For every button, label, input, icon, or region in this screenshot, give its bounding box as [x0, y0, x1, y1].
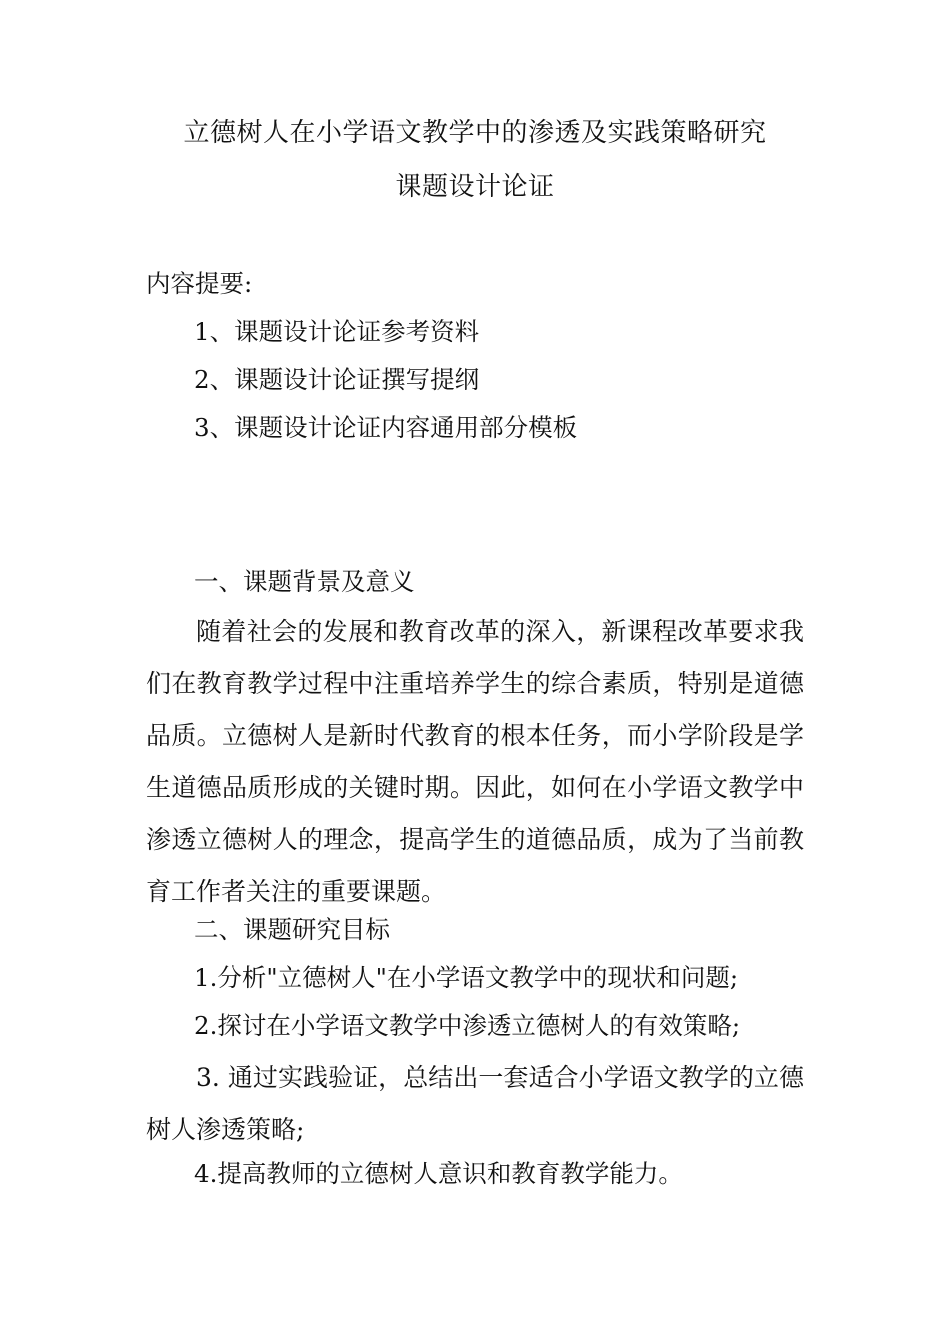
summary-item-3: 3、课题设计论证内容通用部分模板: [194, 413, 578, 442]
goal-item-2: 2.探讨在小学语文教学中渗透立德树人的有效策略;: [194, 1011, 741, 1040]
document-subtitle: 课题设计论证: [395, 172, 555, 202]
goal-item-3: 3. 通过实践验证，总结出一套适合小学语文教学的立德树人渗透策略;: [146, 1063, 804, 1144]
section1-body: 随着社会的发展和教育改革的深入，新课程改革要求我们在教育教学过程中注重培养学生的综合素质，特别是道德品质。立德树人是新时代教育的根本任务，而小学阶段是学生道德品质形成的关键时期。因此，如何在小学语文教学中渗透立德树人的理念，提高学生的道德品质，成为了当前教育工作者关注的重要课题。: [146, 617, 804, 906]
section1-heading: 一、课题背景及意义: [194, 567, 415, 596]
summary-item-2: 2、课题设计论证撰写提纲: [194, 365, 480, 394]
summary-heading: 内容提要:: [146, 269, 253, 298]
goal-item-4: 4.提高教师的立德树人意识和教育教学能力。: [194, 1159, 683, 1188]
summary-item-1: 1、课题设计论证参考资料: [194, 317, 480, 346]
goal-item-1: 1.分析"立德树人"在小学语文教学中的现状和问题;: [194, 963, 739, 992]
section2-heading: 二、课题研究目标: [194, 915, 390, 944]
document-title: 立德树人在小学语文教学中的渗透及实践策略研究: [183, 118, 767, 148]
